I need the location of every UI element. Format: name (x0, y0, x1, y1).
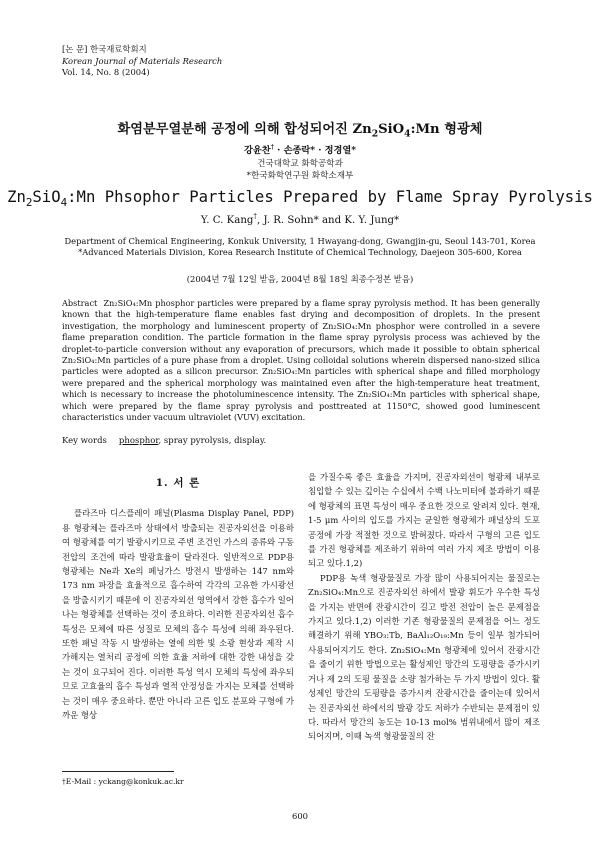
keywords (62, 436, 540, 446)
korean-title: 화염분무열분해 공정에 의해 합성되어진 $Zn_2SiO_4:Mn$ 형광체 (117, 122, 483, 140)
english-authors: Y. C. Kang†, J. R. Sohn* and K. Y. Jung* (200, 211, 400, 226)
received-dates: (2004년 7월 12일 받음, 2004년 8월 18일 최종수정본 받음) (186, 274, 414, 284)
keywords-rest: , spray pyrolysis, display. (158, 436, 267, 446)
abstract (62, 298, 540, 423)
abstract-text: Zn₂SiO₄:Mn phosphor particles were prepared by a flame spray pyrolysis method. It has been generally known that the high-temperature flame enables fast drying and decomposition of droplets. In the present investigation, the morphology and luminescent property of Zn₂SiO₄:Mn phosphor were controlled in a severe flame preparation condition. The particle formation in the flame spray pyrolysis process was achieved by the droplet-to-particle conversion without any evaporation of precursors, which made it possible to obtain spherical Zn₂SiO₄:Mn particles of a pure phase from a droplet. Using colloidal solutions wherein dispersed nano-sized silica particles were adopted as a silicon precursor. Zn₂SiO₄:Mn particles with spherical shape and filled morphology were prepared and the spherical morphology was maintained even after the high-temperature heat treatment, which is necessary to increase the photoluminescence intensity. The Zn₂SiO₄:Mn particles with spherical shape, which were prepared by the flame spray pyrolysis and posttreated at 1150°C, showed good luminescent characteristics under vacuum ultraviolet (VUV) excitation. (62, 298, 540, 423)
footnote-rule (62, 771, 174, 772)
body-right-paragraph-2: PDP용 녹색 형광물질로 가장 많이 사용되어지는 물질로는 Zn₂SiO₄:Mn으로 진공자외선 하에서 발광 휘도가 우수한 특성을 가지는 반면에 잔광시간이 길고 방전 전압이 높은 문제점을 가지고 있다.1,2) 이러한 기존 형광물질의 문제점을 어느 정도 해결하기 위해 YBO₃:Tb, BaAl₁₂O₁₉:Mn 등이 일부 첨가되어 사용되어지기도 한다. Zn₂SiO₄:Mn 형광체에 있어서 잔광시간을 줄이기 위한 방법으로는 활성제인 망간의 도핑량을 증가시키거나 제 2의 도핑 물질을 소량 첨가하는 두 가지 방법이 있다. 활성제인 망간의 도핑량을 증가시켜 잔광시간을 줄이는데 있어서는 진공자외선 하에서의 발광 강도 저하가 수반되는 문제점이 있다. 따라서 망간의 농도는 10-13 mol% 범위내에서 많이 제조되어지며, 이때 녹색 형광물질의 잔 (308, 572, 540, 742)
english-affiliation-1: Department of Chemical Engineering, Konkuk University, 1 Hwayang-dong, Gwangjin-gu, Seoul 143-701, Korea (64, 236, 536, 246)
english-affiliation-2: *Advanced Materials Division, Korea Research Institute of Chemical Technology, Daejeon 305-600, Korea (78, 247, 522, 258)
section-title: 1. 서 론 (155, 477, 201, 489)
korean-authors: 강윤찬† · 손종락* · 정경열* (243, 142, 357, 156)
body-left-paragraph-1: 플라즈마 디스플레이 패널(Plasma Display Panel, PDP)용 형광체는 플라즈마 상태에서 방출되는 진공자외선을 이용하여 형광체를 여기 발광시키므로 주변 조건인 가스의 종류와 구동전압의 조건에 따라 발광효율이 달라진다. 일반적으로 PDP용 형광체는 Ne과 Xe의 페닝가스 방전시 발생하는 147 nm와 173 nm 파장을 효율적으로 흡수하여 각각의 고유한 가시광선을 방출시키기 때문에 이 진공자외선 영역에서 강한 흡수가 일어나는 형광체를 선택하는 것이 중요하다. 이러한 진공자외선 흡수 특성은 모체에 따른 성질로 모체의 흡수 특성에 의해 좌우된다. 또한 패널 작동 시 발생하는 열에 의한 빛 소광 현상과 제작 시 가해지는 열처리 공정에 의한 효율 저하에 대한 강한 내성을 갖는 것이 요구되어 진다. 이러한 특성 역시 모체의 특성에 좌우되므로 고효율의 흡수 특성과 열적 안정성을 가지는 모체를 선택하는 것이 매우 중요하다. 뿐만 아니라 고른 입도 분포와 구형에 가까운 형상 (62, 508, 294, 721)
body-right-paragraph-1: 을 가질수록 좋은 효율을 가지며, 진공자외선이 형광체 내부로 침입할 수 있는 깊이는 수십에서 수백 나노미터에 불과하기 때문에 형광체의 표면 특성이 매우 중요한 것으로 알려져 있다. 현재, 1-5 μm 사이의 입도를 가지는 균일한 형광체가 패널상의 도포공정에 가장 적절한 것으로 밝혀졌다. 따라서 구형의 고른 입도를 가진 형광체를 제조하기 위하여 여러 가지 제조 방법이 이용되고 있다.1,2) (308, 472, 540, 569)
page-number: 600 (292, 811, 308, 821)
abstract-label: Abstract (62, 298, 98, 308)
body-left-column (62, 476, 294, 723)
korean-affiliation-1: 건국대학교 화학공학과 (257, 159, 343, 169)
journal-line-3: Vol. 14, No. 8 (2004) (62, 67, 150, 77)
english-affiliations (20, 236, 580, 259)
journal-line-2: Korean Journal of Materials Research (62, 55, 223, 66)
body-right-column (308, 470, 540, 744)
korean-affiliations (0, 158, 600, 182)
footnote-email: †E-Mail : yckang@konkuk.ac.kr (62, 777, 184, 786)
keywords-label: Key words (62, 436, 107, 446)
english-title: $Zn_2SiO_4:Mn$ Phsophor Particles Prepared by Flame Spray Pyrolysis (7, 188, 593, 210)
korean-affiliation-2: *한국화학연구원 화학소재부 (246, 171, 354, 181)
keyword-first: phosphor (118, 436, 159, 446)
journal-line-1: [논 문] 한국재료학회지 (62, 44, 147, 54)
journal-header (62, 44, 222, 79)
